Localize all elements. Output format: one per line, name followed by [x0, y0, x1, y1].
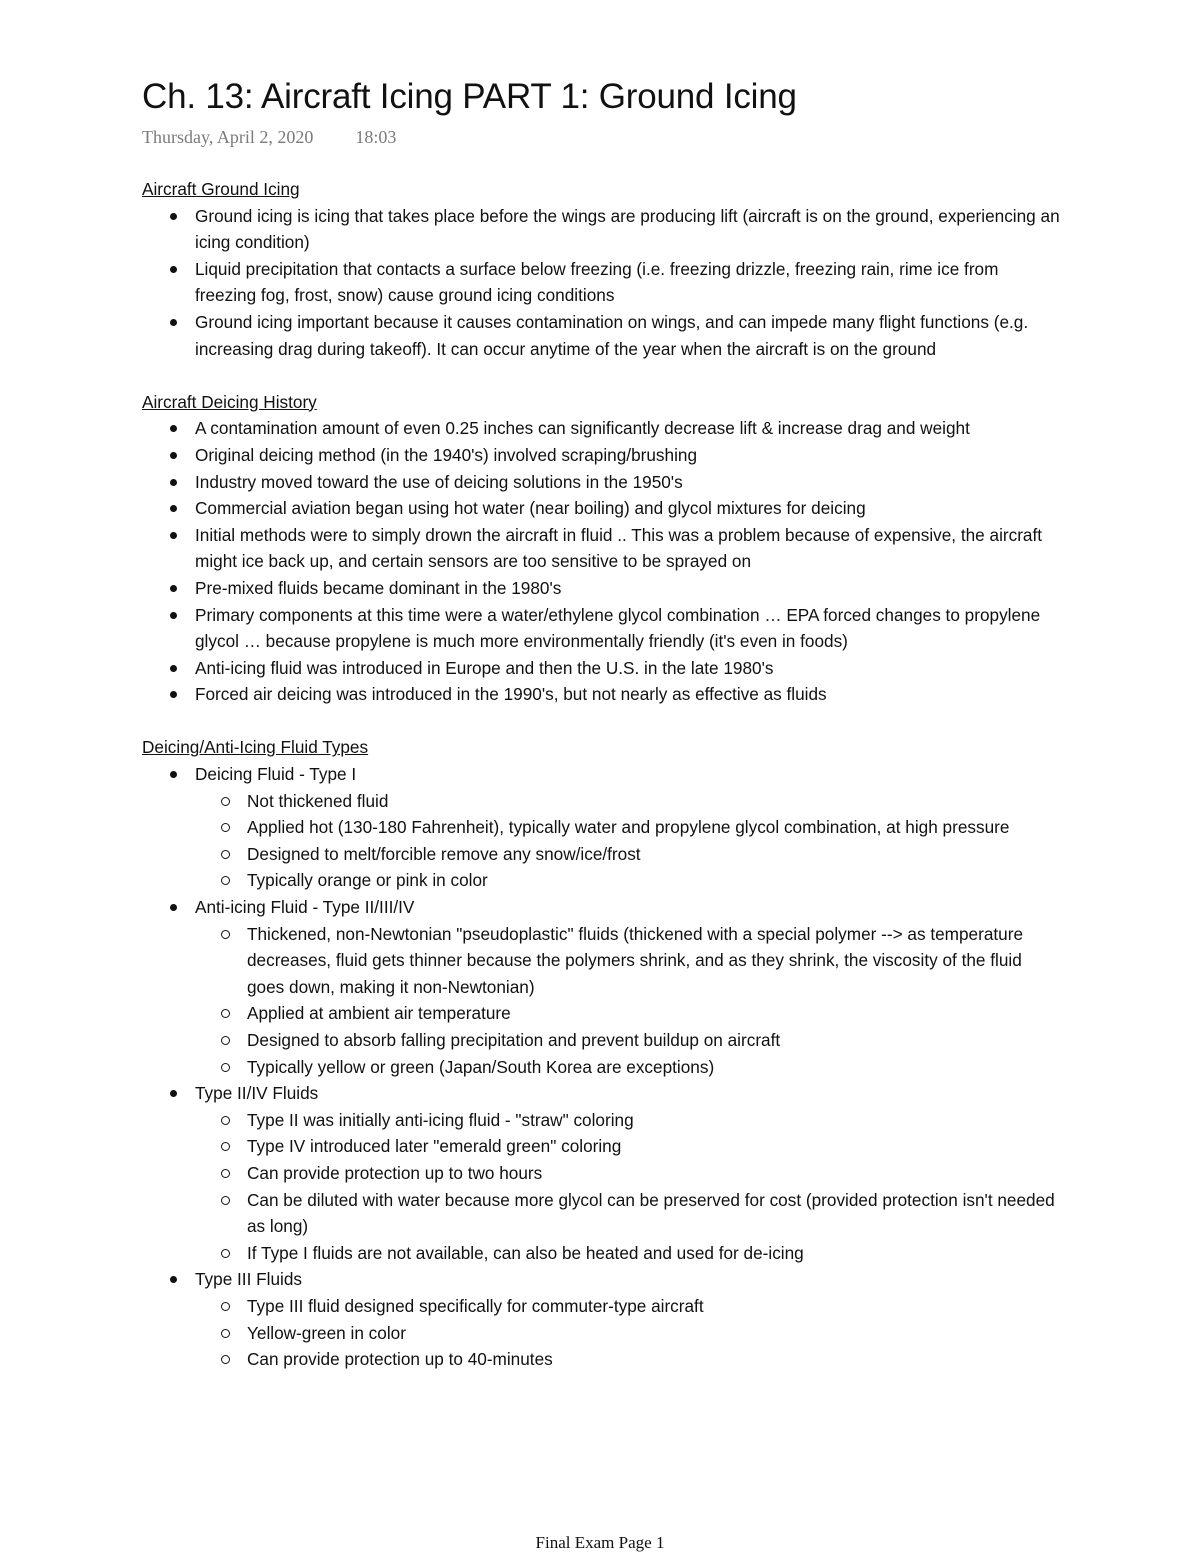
bullet-dot-icon: [170, 771, 177, 778]
list-item-text: Pre-mixed fluids became dominant in the 1980's: [195, 577, 562, 598]
list-item-text: Anti-icing fluid was introduced in Europe and then the U.S. in the late 1980's: [195, 657, 774, 678]
page-title: Ch. 13: Aircraft Icing PART 1: Ground Icing: [142, 77, 797, 116]
sub-list-item: [195, 841, 1062, 868]
list-item: [142, 575, 1062, 602]
bullet-circle-icon: [221, 1329, 230, 1338]
section-heading: Aircraft Deicing History: [142, 391, 317, 412]
page-time: 18:03: [355, 127, 397, 147]
sub-bullet-list: [142, 1107, 1062, 1267]
section: [142, 389, 1062, 708]
sub-list-item: [195, 1187, 1062, 1240]
sub-list-item: [195, 1346, 1062, 1373]
sub-bullet-list: [142, 788, 1062, 894]
sub-list-item-text: Applied at ambient air temperature: [247, 1003, 511, 1024]
list-item: [142, 442, 1062, 469]
bullet-circle-icon: [221, 1302, 230, 1311]
sub-list-item-text: Applied hot (130-180 Fahrenheit), typically water and propylene glycol combination, at high pressure: [247, 817, 1010, 838]
bullet-dot-icon: [170, 691, 177, 698]
bullet-dot-icon: [170, 319, 177, 326]
list-item: [142, 761, 1062, 894]
list-item-text: Anti-icing Fluid - Type II/III/IV: [195, 897, 415, 918]
list-item: [142, 495, 1062, 522]
bullet-circle-icon: [221, 1036, 230, 1045]
bullet-circle-icon: [221, 1355, 230, 1364]
list-item-text: Primary components at this time were a water/ethylene glycol combination … EPA forced changes to propylene glycol … because propylene is much more environmentally friendly (it's even in foods): [195, 604, 1041, 652]
list-item: [142, 415, 1062, 442]
list-item: [142, 309, 1062, 362]
sub-list-item: [195, 1320, 1062, 1347]
sub-list-item-text: Thickened, non-Newtonian "pseudoplastic" fluids (thickened with a special polymer --> as temperature decreases, fluid gets thinner because the polymers shrink, and as they shrink, the viscosity of the fluid goes down, making it non-Newtonian): [247, 923, 1024, 997]
page-timestamp: [142, 124, 396, 150]
bullet-circle-icon: [221, 1249, 230, 1258]
bullet-dot-icon: [170, 479, 177, 486]
list-item-text: Original deicing method (in the 1940's) involved scraping/brushing: [195, 444, 698, 465]
bullet-circle-icon: [221, 797, 230, 806]
bullet-circle-icon: [221, 876, 230, 885]
list-item-text: Industry moved toward the use of deicing solutions in the 1950's: [195, 471, 683, 492]
sub-list-item-text: Typically yellow or green (Japan/South Korea are exceptions): [247, 1056, 715, 1077]
sub-bullet-list: [142, 921, 1062, 1081]
sub-list-item: [195, 814, 1062, 841]
sub-list-item: [195, 867, 1062, 894]
bullet-circle-icon: [221, 1063, 230, 1072]
sub-list-item-text: Type II was initially anti-icing fluid - "straw" coloring: [247, 1109, 634, 1130]
sub-list-item: [195, 1107, 1062, 1134]
bullet-dot-icon: [170, 505, 177, 512]
bullet-circle-icon: [221, 823, 230, 832]
sub-list-item-text: Type III fluid designed specifically for commuter-type aircraft: [247, 1295, 704, 1316]
sub-bullet-list: [142, 1293, 1062, 1373]
list-item: [142, 655, 1062, 682]
list-item: [142, 1266, 1062, 1372]
list-item: [142, 522, 1062, 575]
list-item-text: Deicing Fluid - Type I: [195, 764, 357, 785]
list-item-text: Commercial aviation began using hot water (near boiling) and glycol mixtures for deicing: [195, 498, 866, 519]
bullet-dot-icon: [170, 266, 177, 273]
sub-list-item: [195, 1160, 1062, 1187]
sub-list-item: [195, 1000, 1062, 1027]
page-date: Thursday, April 2, 2020: [142, 127, 314, 147]
bullet-circle-icon: [221, 1196, 230, 1205]
list-item: [142, 602, 1062, 655]
bullet-dot-icon: [170, 452, 177, 459]
bullet-list: [142, 203, 1062, 363]
bullet-dot-icon: [170, 1276, 177, 1283]
bullet-circle-icon: [221, 1116, 230, 1125]
bullet-dot-icon: [170, 532, 177, 539]
bullet-dot-icon: [170, 612, 177, 619]
bullet-dot-icon: [170, 904, 177, 911]
sub-list-item-text: Designed to absorb falling precipitation and prevent buildup on aircraft: [247, 1030, 781, 1050]
page-footer: Final Exam Page 1: [535, 1533, 665, 1552]
bullet-dot-icon: [170, 213, 177, 220]
bullet-list: [142, 761, 1062, 1373]
list-item-text: Ground icing important because it causes contamination on wings, and can impede many flight functions (e.g. increasing drag during takeoff). It can occur anytime of the year when the aircraft is on the ground: [195, 311, 1029, 359]
list-item: [142, 894, 1062, 1080]
section: [142, 734, 1062, 1372]
list-item-text: A contamination amount of even 0.25 inches can significantly decrease lift & increase drag and weight: [195, 418, 970, 439]
sub-list-item-text: If Type I fluids are not available, can also be heated and used for de-icing: [247, 1242, 804, 1263]
sub-list-item: [195, 921, 1062, 1001]
list-item-text: Ground icing is icing that takes place before the wings are producing lift (aircraft is on the ground, experiencing an icing condition): [195, 205, 1060, 253]
bullet-dot-icon: [170, 665, 177, 672]
sub-list-item: [195, 1027, 1062, 1054]
sub-list-item-text: Not thickened fluid: [247, 790, 389, 811]
sub-list-item: [195, 1293, 1062, 1320]
bullet-circle-icon: [221, 1009, 230, 1018]
section: [142, 176, 1062, 362]
section-heading: Deicing/Anti-Icing Fluid Types: [142, 737, 369, 758]
list-item-text: Liquid precipitation that contacts a surface below freezing (i.e. freezing drizzle, freezing rain, rime ice from freezing fog, frost, snow) cause ground icing conditions: [195, 258, 999, 306]
sub-list-item-text: Can be diluted with water because more glycol can be preserved for cost (provided protection isn't needed as long): [247, 1189, 1055, 1237]
bullet-circle-icon: [221, 1142, 230, 1151]
bullet-circle-icon: [221, 930, 230, 939]
list-item: [142, 1080, 1062, 1266]
sub-list-item-text: Can provide protection up to two hours: [247, 1162, 543, 1183]
list-item: [142, 203, 1062, 256]
bullet-dot-icon: [170, 425, 177, 432]
sub-list-item-text: Can provide protection up to 40-minutes: [247, 1349, 553, 1370]
sub-list-item: [195, 788, 1062, 815]
bullet-circle-icon: [221, 1169, 230, 1178]
sub-list-item: [195, 1054, 1062, 1081]
section-heading: Aircraft Ground Icing: [142, 179, 300, 199]
bullet-dot-icon: [170, 1090, 177, 1097]
bullet-list: [142, 415, 1062, 708]
sub-list-item-text: Designed to melt/forcible remove any snow/ice/frost: [247, 843, 641, 864]
sub-list-item-text: Typically orange or pink in color: [247, 870, 488, 891]
note-content: [142, 176, 1062, 1373]
list-item: [142, 681, 1062, 708]
list-item-text: Initial methods were to simply drown the aircraft in fluid .. This was a problem because of expensive, the aircraft might ice back up, and certain sensors are too sensitive to be sprayed on: [195, 524, 1043, 572]
list-item-text: Forced air deicing was introduced in the 1990's, but not nearly as effective as fluids: [195, 684, 827, 705]
sub-list-item: [195, 1133, 1062, 1160]
bullet-circle-icon: [221, 850, 230, 859]
sub-list-item-text: Type IV introduced later "emerald green" coloring: [247, 1136, 622, 1157]
list-item: [142, 256, 1062, 309]
bullet-dot-icon: [170, 585, 177, 592]
sub-list-item: [195, 1240, 1062, 1267]
list-item-text: Type II/IV Fluids: [195, 1083, 319, 1104]
list-item-text: Type III Fluids: [195, 1269, 302, 1290]
list-item: [142, 469, 1062, 496]
sub-list-item-text: Yellow-green in color: [247, 1322, 406, 1343]
